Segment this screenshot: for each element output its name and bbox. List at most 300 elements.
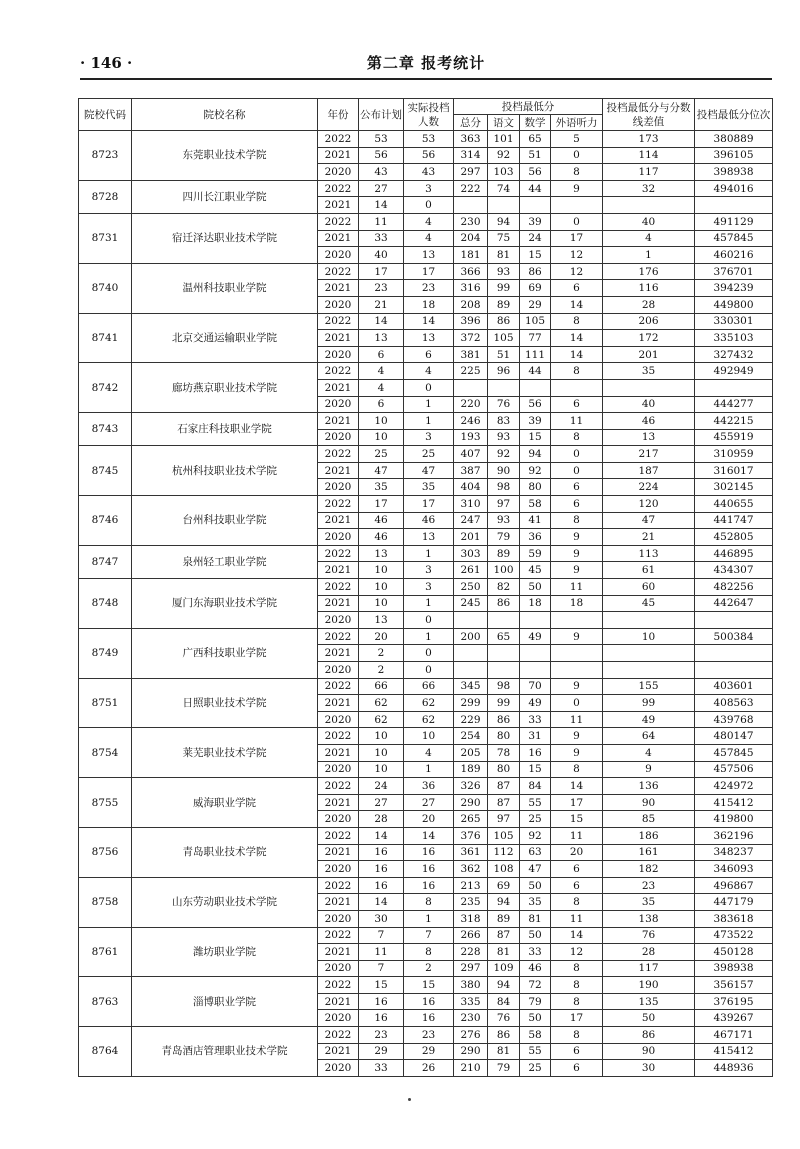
cell-math <box>520 662 551 679</box>
cell-total: 297 <box>454 164 488 181</box>
cell-actual: 16 <box>404 993 454 1010</box>
cell-chinese: 80 <box>488 761 520 778</box>
cell-chinese <box>488 662 520 679</box>
cell-total: 381 <box>454 346 488 363</box>
cell-math: 16 <box>520 744 551 761</box>
cell-chinese: 105 <box>488 827 520 844</box>
cell-total: 210 <box>454 1060 488 1077</box>
cell-foreign: 17 <box>551 1010 603 1027</box>
cell-foreign: 6 <box>551 280 603 297</box>
cell-plan: 10 <box>359 579 404 596</box>
cell-year: 2021 <box>318 993 359 1010</box>
cell-math: 58 <box>520 1027 551 1044</box>
cell-foreign: 0 <box>551 213 603 230</box>
cell-actual: 0 <box>404 662 454 679</box>
cell-chinese: 79 <box>488 529 520 546</box>
cell-total: 220 <box>454 396 488 413</box>
cell-math: 80 <box>520 479 551 496</box>
cell-math <box>520 612 551 629</box>
admission-stats-table <box>78 98 773 1077</box>
cell-actual: 43 <box>404 164 454 181</box>
cell-chinese: 86 <box>488 711 520 728</box>
cell-foreign: 17 <box>551 230 603 247</box>
cell-math: 79 <box>520 993 551 1010</box>
cell-year: 2022 <box>318 180 359 197</box>
cell-foreign: 14 <box>551 330 603 347</box>
cell-chinese: 87 <box>488 794 520 811</box>
cell-foreign: 8 <box>551 977 603 994</box>
cell-total: 316 <box>454 280 488 297</box>
cell-foreign: 17 <box>551 794 603 811</box>
cell-plan: 66 <box>359 678 404 695</box>
cell-foreign: 9 <box>551 628 603 645</box>
cell-rank: 473522 <box>695 927 773 944</box>
cell-actual: 62 <box>404 711 454 728</box>
cell-rank: 467171 <box>695 1027 773 1044</box>
cell-diff: 187 <box>603 462 695 479</box>
cell-actual: 16 <box>404 877 454 894</box>
cell-chinese: 86 <box>488 1027 520 1044</box>
cell-plan: 10 <box>359 562 404 579</box>
cell-actual: 1 <box>404 396 454 413</box>
cell-plan: 29 <box>359 1043 404 1060</box>
cell-chinese: 105 <box>488 330 520 347</box>
cell-diff: 117 <box>603 960 695 977</box>
table-row <box>79 678 773 695</box>
page-header <box>80 50 772 76</box>
cell-year: 2020 <box>318 1010 359 1027</box>
cell-actual: 1 <box>404 761 454 778</box>
cell-rank: 442215 <box>695 413 773 430</box>
cell-diff: 90 <box>603 794 695 811</box>
cell-diff: 61 <box>603 562 695 579</box>
cell-plan: 6 <box>359 396 404 413</box>
cell-year: 2022 <box>318 778 359 795</box>
cell-foreign: 6 <box>551 479 603 496</box>
school-code: 8743 <box>79 413 132 446</box>
cell-foreign: 6 <box>551 396 603 413</box>
cell-actual: 17 <box>404 496 454 513</box>
header-name: 院校名称 <box>132 99 318 131</box>
cell-math: 63 <box>520 844 551 861</box>
cell-actual: 14 <box>404 313 454 330</box>
cell-rank: 424972 <box>695 778 773 795</box>
table-row <box>79 131 773 148</box>
cell-year: 2020 <box>318 861 359 878</box>
cell-math: 81 <box>520 910 551 927</box>
cell-chinese: 103 <box>488 164 520 181</box>
cell-plan: 23 <box>359 1027 404 1044</box>
cell-foreign: 0 <box>551 147 603 164</box>
cell-math: 84 <box>520 778 551 795</box>
cell-year: 2021 <box>318 379 359 396</box>
cell-rank: 348237 <box>695 844 773 861</box>
cell-diff: 176 <box>603 263 695 280</box>
cell-rank: 376195 <box>695 993 773 1010</box>
cell-plan: 25 <box>359 446 404 463</box>
cell-math: 41 <box>520 512 551 529</box>
school-code: 8740 <box>79 263 132 313</box>
cell-plan: 7 <box>359 960 404 977</box>
cell-chinese: 83 <box>488 413 520 430</box>
school-code: 8746 <box>79 496 132 546</box>
header-rule <box>80 78 772 80</box>
cell-year: 2020 <box>318 529 359 546</box>
cell-year: 2022 <box>318 877 359 894</box>
cell-total <box>454 197 488 214</box>
cell-math: 92 <box>520 462 551 479</box>
cell-year: 2022 <box>318 827 359 844</box>
cell-year: 2021 <box>318 595 359 612</box>
cell-rank: 362196 <box>695 827 773 844</box>
cell-chinese: 108 <box>488 861 520 878</box>
cell-rank <box>695 645 773 662</box>
cell-actual: 6 <box>404 346 454 363</box>
cell-diff: 173 <box>603 131 695 148</box>
cell-foreign: 9 <box>551 529 603 546</box>
cell-diff: 172 <box>603 330 695 347</box>
cell-year: 2021 <box>318 794 359 811</box>
cell-foreign: 9 <box>551 728 603 745</box>
table-row <box>79 579 773 596</box>
cell-math: 49 <box>520 695 551 712</box>
cell-foreign <box>551 379 603 396</box>
cell-math: 33 <box>520 944 551 961</box>
cell-chinese: 101 <box>488 131 520 148</box>
cell-math: 58 <box>520 496 551 513</box>
cell-plan: 13 <box>359 545 404 562</box>
cell-plan: 16 <box>359 877 404 894</box>
cell-actual: 8 <box>404 894 454 911</box>
cell-total: 201 <box>454 529 488 546</box>
cell-diff: 113 <box>603 545 695 562</box>
cell-rank: 398938 <box>695 960 773 977</box>
cell-year: 2021 <box>318 512 359 529</box>
cell-diff: 224 <box>603 479 695 496</box>
cell-total: 276 <box>454 1027 488 1044</box>
cell-rank: 444277 <box>695 396 773 413</box>
school-code: 8756 <box>79 827 132 877</box>
cell-math: 39 <box>520 413 551 430</box>
cell-diff: 138 <box>603 910 695 927</box>
cell-plan: 46 <box>359 529 404 546</box>
cell-foreign: 6 <box>551 1043 603 1060</box>
cell-year: 2021 <box>318 280 359 297</box>
cell-actual: 17 <box>404 263 454 280</box>
cell-diff: 35 <box>603 894 695 911</box>
cell-plan: 56 <box>359 147 404 164</box>
table-row <box>79 213 773 230</box>
cell-foreign: 15 <box>551 811 603 828</box>
cell-rank: 302145 <box>695 479 773 496</box>
cell-year: 2020 <box>318 429 359 446</box>
cell-math: 94 <box>520 446 551 463</box>
cell-rank: 457845 <box>695 744 773 761</box>
cell-actual: 35 <box>404 479 454 496</box>
cell-actual: 1 <box>404 413 454 430</box>
cell-foreign: 5 <box>551 131 603 148</box>
cell-year: 2020 <box>318 612 359 629</box>
cell-rank: 415412 <box>695 794 773 811</box>
table-row <box>79 180 773 197</box>
cell-chinese: 94 <box>488 213 520 230</box>
school-name: 廊坊燕京职业技术学院 <box>132 363 318 413</box>
cell-foreign: 6 <box>551 877 603 894</box>
header-min-scores: 投档最低分 <box>454 99 603 115</box>
cell-math: 69 <box>520 280 551 297</box>
cell-plan: 33 <box>359 230 404 247</box>
cell-year: 2022 <box>318 678 359 695</box>
cell-actual: 3 <box>404 180 454 197</box>
cell-diff: 186 <box>603 827 695 844</box>
cell-chinese: 89 <box>488 296 520 313</box>
school-name: 杭州科技职业技术学院 <box>132 446 318 496</box>
school-name: 宿迁泽达职业技术学院 <box>132 213 318 263</box>
cell-diff: 13 <box>603 429 695 446</box>
cell-chinese: 109 <box>488 960 520 977</box>
school-name: 台州科技职业学院 <box>132 496 318 546</box>
cell-total: 314 <box>454 147 488 164</box>
cell-year: 2020 <box>318 296 359 313</box>
header-foreign: 外语听力 <box>551 115 603 131</box>
cell-total: 208 <box>454 296 488 313</box>
table-row <box>79 927 773 944</box>
cell-diff: 116 <box>603 280 695 297</box>
cell-actual: 8 <box>404 944 454 961</box>
school-code: 8763 <box>79 977 132 1027</box>
cell-math: 72 <box>520 977 551 994</box>
cell-chinese: 100 <box>488 562 520 579</box>
cell-chinese: 76 <box>488 1010 520 1027</box>
cell-year: 2022 <box>318 496 359 513</box>
cell-plan: 46 <box>359 512 404 529</box>
cell-plan: 35 <box>359 479 404 496</box>
cell-foreign: 9 <box>551 562 603 579</box>
cell-year: 2022 <box>318 545 359 562</box>
cell-rank: 496867 <box>695 877 773 894</box>
cell-diff: 9 <box>603 761 695 778</box>
cell-plan: 11 <box>359 213 404 230</box>
cell-foreign: 8 <box>551 512 603 529</box>
cell-actual: 16 <box>404 844 454 861</box>
cell-diff: 85 <box>603 811 695 828</box>
cell-plan: 40 <box>359 247 404 264</box>
cell-actual: 23 <box>404 1027 454 1044</box>
cell-actual: 4 <box>404 363 454 380</box>
cell-diff: 47 <box>603 512 695 529</box>
cell-chinese: 92 <box>488 147 520 164</box>
cell-total: 204 <box>454 230 488 247</box>
cell-total: 290 <box>454 1043 488 1060</box>
header-rank: 投档最低分位次 <box>695 99 773 131</box>
cell-chinese <box>488 645 520 662</box>
school-code: 8754 <box>79 728 132 778</box>
school-code: 8761 <box>79 927 132 977</box>
cell-rank: 383618 <box>695 910 773 927</box>
cell-math: 50 <box>520 927 551 944</box>
cell-chinese <box>488 379 520 396</box>
cell-actual: 0 <box>404 645 454 662</box>
school-name: 山东劳动职业技术学院 <box>132 877 318 927</box>
cell-rank: 335103 <box>695 330 773 347</box>
school-name: 北京交通运输职业学院 <box>132 313 318 363</box>
cell-year: 2020 <box>318 247 359 264</box>
cell-foreign: 6 <box>551 496 603 513</box>
cell-rank: 442647 <box>695 595 773 612</box>
cell-math: 56 <box>520 164 551 181</box>
cell-chinese: 89 <box>488 910 520 927</box>
cell-plan: 14 <box>359 197 404 214</box>
cell-math: 70 <box>520 678 551 695</box>
cell-plan: 21 <box>359 296 404 313</box>
cell-chinese: 87 <box>488 927 520 944</box>
cell-year: 2021 <box>318 645 359 662</box>
cell-math: 39 <box>520 213 551 230</box>
cell-year: 2022 <box>318 579 359 596</box>
cell-rank: 446895 <box>695 545 773 562</box>
table-header <box>79 99 773 131</box>
cell-chinese: 75 <box>488 230 520 247</box>
school-name: 四川长江职业学院 <box>132 180 318 213</box>
cell-diff: 117 <box>603 164 695 181</box>
cell-year: 2022 <box>318 213 359 230</box>
cell-diff: 40 <box>603 396 695 413</box>
cell-foreign: 14 <box>551 778 603 795</box>
cell-year: 2022 <box>318 263 359 280</box>
table-body <box>79 131 773 1077</box>
cell-actual: 3 <box>404 429 454 446</box>
cell-rank: 356157 <box>695 977 773 994</box>
cell-year: 2022 <box>318 927 359 944</box>
cell-plan: 16 <box>359 1010 404 1027</box>
cell-foreign: 14 <box>551 296 603 313</box>
cell-total: 299 <box>454 695 488 712</box>
cell-total: 229 <box>454 711 488 728</box>
school-code: 8749 <box>79 628 132 678</box>
cell-diff: 161 <box>603 844 695 861</box>
cell-actual: 18 <box>404 296 454 313</box>
cell-year: 2022 <box>318 728 359 745</box>
cell-rank: 494016 <box>695 180 773 197</box>
cell-chinese: 82 <box>488 579 520 596</box>
cell-year: 2022 <box>318 628 359 645</box>
cell-plan: 28 <box>359 811 404 828</box>
cell-rank: 482256 <box>695 579 773 596</box>
cell-math: 47 <box>520 861 551 878</box>
cell-diff: 4 <box>603 230 695 247</box>
cell-chinese: 74 <box>488 180 520 197</box>
header-math: 数学 <box>520 115 551 131</box>
cell-math: 18 <box>520 595 551 612</box>
header-year: 年份 <box>318 99 359 131</box>
cell-diff: 50 <box>603 1010 695 1027</box>
cell-math: 25 <box>520 811 551 828</box>
cell-chinese: 92 <box>488 446 520 463</box>
cell-year: 2021 <box>318 197 359 214</box>
cell-plan: 20 <box>359 628 404 645</box>
cell-foreign: 8 <box>551 761 603 778</box>
cell-actual: 1 <box>404 910 454 927</box>
cell-chinese: 98 <box>488 678 520 695</box>
cell-math <box>520 645 551 662</box>
cell-plan: 13 <box>359 330 404 347</box>
cell-diff: 136 <box>603 778 695 795</box>
cell-actual: 13 <box>404 247 454 264</box>
table-row <box>79 1027 773 1044</box>
cell-diff: 64 <box>603 728 695 745</box>
cell-chinese: 80 <box>488 728 520 745</box>
cell-total: 310 <box>454 496 488 513</box>
cell-diff: 99 <box>603 695 695 712</box>
cell-math <box>520 379 551 396</box>
cell-year: 2020 <box>318 1060 359 1077</box>
cell-actual: 4 <box>404 213 454 230</box>
cell-foreign <box>551 662 603 679</box>
cell-actual: 0 <box>404 379 454 396</box>
cell-year: 2020 <box>318 811 359 828</box>
cell-diff: 32 <box>603 180 695 197</box>
cell-chinese: 87 <box>488 778 520 795</box>
school-code: 8731 <box>79 213 132 263</box>
cell-chinese: 81 <box>488 247 520 264</box>
cell-rank: 327432 <box>695 346 773 363</box>
cell-chinese: 51 <box>488 346 520 363</box>
cell-year: 2021 <box>318 462 359 479</box>
cell-foreign: 9 <box>551 678 603 695</box>
cell-foreign: 11 <box>551 413 603 430</box>
cell-total: 387 <box>454 462 488 479</box>
cell-plan: 30 <box>359 910 404 927</box>
cell-actual: 27 <box>404 794 454 811</box>
cell-total: 303 <box>454 545 488 562</box>
cell-foreign: 8 <box>551 363 603 380</box>
cell-chinese: 94 <box>488 977 520 994</box>
cell-rank: 457506 <box>695 761 773 778</box>
cell-total: 366 <box>454 263 488 280</box>
cell-diff: 182 <box>603 861 695 878</box>
cell-diff: 28 <box>603 944 695 961</box>
cell-total: 181 <box>454 247 488 264</box>
cell-chinese: 97 <box>488 811 520 828</box>
cell-math: 55 <box>520 794 551 811</box>
cell-chinese: 112 <box>488 844 520 861</box>
table-row <box>79 496 773 513</box>
cell-rank: 491129 <box>695 213 773 230</box>
cell-foreign: 11 <box>551 711 603 728</box>
cell-total: 290 <box>454 794 488 811</box>
cell-actual: 53 <box>404 131 454 148</box>
cell-rank: 457845 <box>695 230 773 247</box>
cell-foreign: 11 <box>551 579 603 596</box>
cell-plan: 11 <box>359 944 404 961</box>
cell-math: 25 <box>520 1060 551 1077</box>
cell-total: 363 <box>454 131 488 148</box>
cell-rank: 452805 <box>695 529 773 546</box>
cell-math: 59 <box>520 545 551 562</box>
cell-actual: 13 <box>404 529 454 546</box>
cell-foreign: 9 <box>551 744 603 761</box>
cell-actual: 0 <box>404 612 454 629</box>
cell-rank: 434307 <box>695 562 773 579</box>
cell-plan: 17 <box>359 496 404 513</box>
cell-actual: 56 <box>404 147 454 164</box>
cell-rank: 439768 <box>695 711 773 728</box>
cell-math: 45 <box>520 562 551 579</box>
cell-plan: 33 <box>359 1060 404 1077</box>
cell-foreign: 0 <box>551 462 603 479</box>
cell-foreign: 8 <box>551 960 603 977</box>
cell-chinese <box>488 197 520 214</box>
